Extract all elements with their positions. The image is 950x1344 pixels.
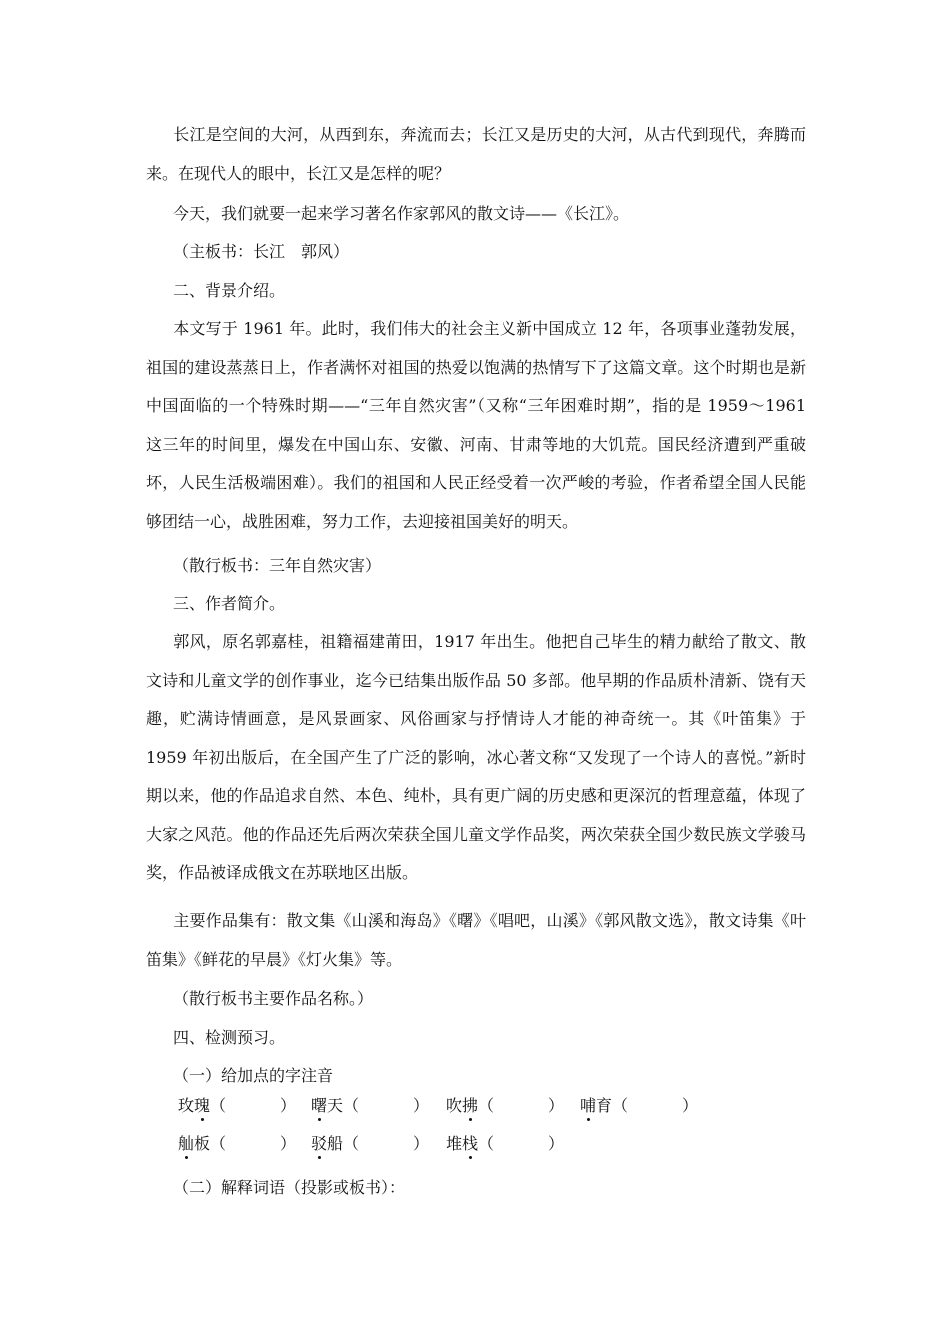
paragraph-background: 本文写于 1961 年。此时，我们伟大的社会主义新中国成立 12 年，各项事业蓬勃发展，祖国的建设蒸蒸日上，作者满怀对祖国的热爱以饱满的热情写下了这篇文章。这个时期也是新中国面临的一个特殊时期——“三年自然灾害”（又称“三年困难时期”，指的是 1959～1961 这三年的时间里，爆发在中国山东、安徽、河南、甘肃等地的大饥荒。国民经济遭到严重破坏，人民生活极端困难）。我们的祖国和人民正经受着一次严峻的考验，作者希望全国人民能够团结一心，战胜困难，努力工作，去迎接祖国美好的明天。 bbox=[146, 319, 806, 531]
exercise-item: 曙天（ ） bbox=[311, 1093, 429, 1116]
exercise-item: 驳船（ ） bbox=[311, 1131, 429, 1154]
board-note-works: （散行板书主要作品名称。） bbox=[173, 989, 374, 1008]
paragraph-lesson-intro: 今天，我们就要一起来学习著名作家郭风的散文诗——《长江》。 bbox=[173, 204, 630, 223]
section-heading-author: 三、作者简介。 bbox=[173, 594, 286, 613]
exercise-item: 吹拂（ ） bbox=[446, 1093, 564, 1116]
exercise-item: 玫瑰（ ） bbox=[178, 1093, 296, 1116]
board-note-main: （主板书：长江 郭风） bbox=[173, 242, 350, 261]
exercise-item: 哺育（ ） bbox=[580, 1093, 698, 1116]
section-heading-background: 二、背景介绍。 bbox=[173, 281, 286, 300]
paragraph-works: 主要作品集有：散文集《山溪和海岛》《曙》《唱吧，山溪》《郭风散文选》，散文诗集《叶笛集》《鲜花的早晨》《灯火集》等。 bbox=[146, 911, 806, 969]
exercise-item: 堆栈（ ） bbox=[446, 1131, 564, 1154]
exercise-heading-pinyin: （一）给加点的字注音 bbox=[173, 1066, 334, 1085]
paragraph-author: 郭风，原名郭嘉桂，祖籍福建莆田，1917 年出生。他把自己毕生的精力献给了散文、散文诗和儿童文学的创作事业，迄今已结集出版作品 50 多部。他早期的作品质朴清新、饶有天趣，贮满诗情画意，是风景画家、风俗画家与抒情诗人才能的神奇统一。其《叶笛集》于 1959 年初出版后，在全国产生了广泛的影响，冰心著文称“又发现了一个诗人的喜悦。”新时期以来，他的作品追求自然、本色、纯朴，具有更广阔的历史感和更深沉的哲理意蕴，体现了大家之风范。他的作品还先后两次荣获全国儿童文学作品奖，两次荣获全国少数民族文学骏马奖，作品被译成俄文在苏联地区出版。 bbox=[146, 632, 806, 882]
exercise-heading-vocabulary: （二）解释词语（投影或板书）： bbox=[173, 1178, 406, 1197]
board-note-disaster: （散行板书：三年自然灾害） bbox=[173, 556, 382, 575]
paragraph-intro: 长江是空间的大河，从西到东，奔流而去；长江又是历史的大河，从古代到现代，奔腾而来。在现代人的眼中，长江又是怎样的呢？ bbox=[146, 125, 806, 183]
section-heading-preview: 四、检测预习。 bbox=[173, 1028, 286, 1047]
exercise-item: 舢板（ ） bbox=[178, 1131, 296, 1154]
